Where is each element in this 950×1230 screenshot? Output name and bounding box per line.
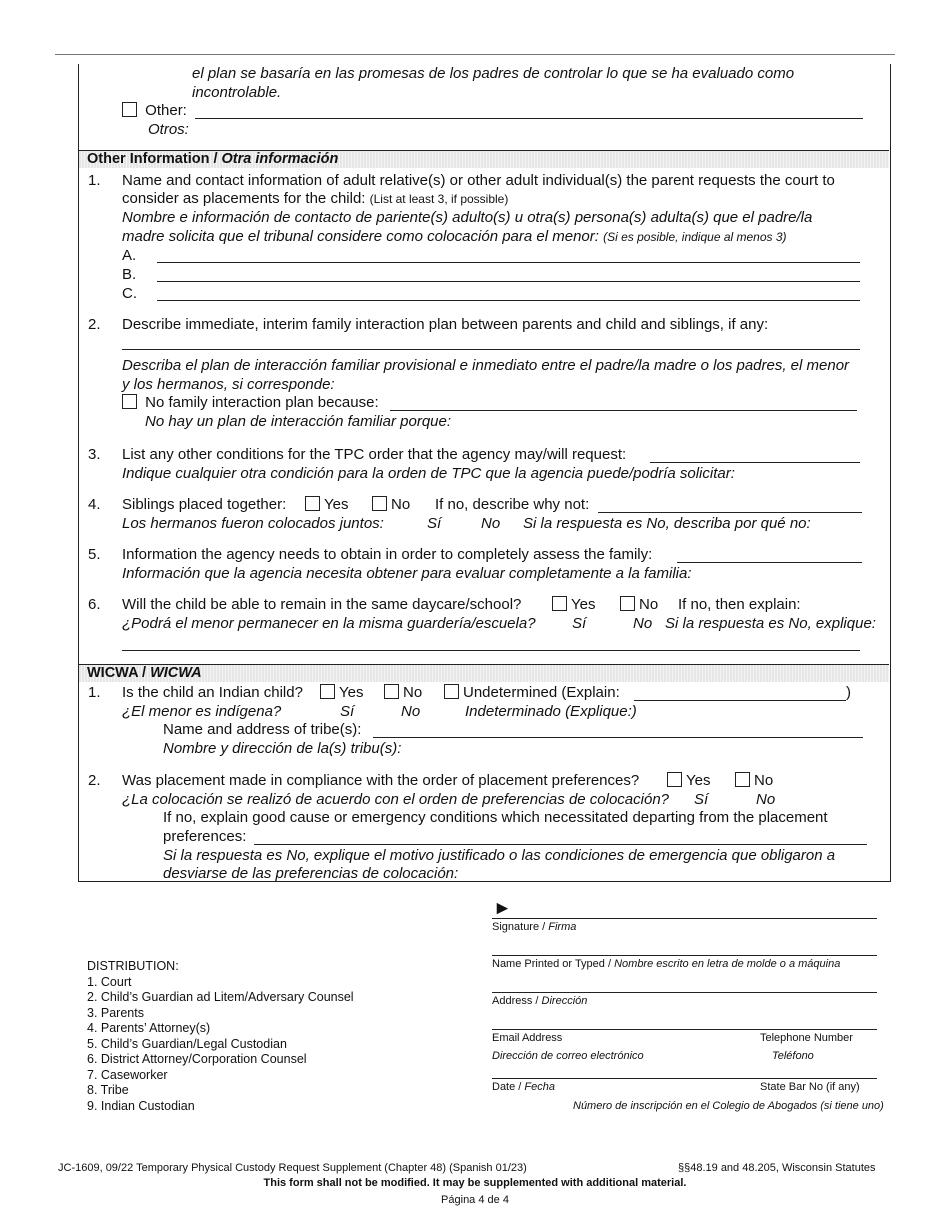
- q6-number: 6.: [88, 596, 101, 613]
- wicwa-header-en: WICWA /: [87, 665, 151, 681]
- wicwa-q2-no-label: No: [754, 772, 774, 789]
- distribution-item: 5. Child’s Guardian/Legal Custodian: [87, 1036, 287, 1051]
- distribution-list: [87, 959, 354, 1114]
- q6-no-option: [620, 596, 658, 613]
- q2-en: Describe immediate, interim family interaction plan between parents and child and siblings, if any:: [122, 316, 769, 333]
- q2-no-plan-checkbox[interactable]: [122, 394, 137, 409]
- distribution-item: 7. Caseworker: [87, 1067, 168, 1082]
- wicwa-q1-yes-option: [320, 684, 363, 701]
- signature-label: [492, 921, 576, 933]
- q1-a-label: A.: [122, 247, 137, 264]
- q1-en-line2-text: consider as placements for the child:: [122, 190, 370, 207]
- q6-if-no: If no, then explain:: [678, 596, 801, 613]
- q6-input-line[interactable]: [122, 650, 860, 651]
- q1-b-label: B.: [122, 266, 137, 283]
- q2-es-line2: y los hermanos, si corresponde:: [122, 376, 335, 393]
- wicwa-q1-close-paren: ): [846, 684, 851, 701]
- name-printed-label-en: Name Printed or Typed /: [492, 958, 615, 970]
- q5-es: Información que la agencia necesita obtener para evaluar completamente a la familia:: [122, 565, 692, 582]
- distribution-item: 6. District Attorney/Corporation Counsel: [87, 1052, 307, 1066]
- signature-label-en: Signature /: [492, 921, 549, 933]
- q1-number: 1.: [88, 172, 101, 189]
- q2-no-plan-option: [122, 394, 379, 411]
- q4-no-option: [372, 496, 410, 513]
- other-label-es: Otros:: [148, 121, 189, 138]
- other-input-line[interactable]: [195, 118, 863, 119]
- distribution-item: 2. Child’s Guardian ad Litem/Adversary Counsel: [87, 990, 354, 1004]
- section-header-other-info: [79, 150, 889, 168]
- date-label: [492, 1081, 555, 1093]
- q6-es: ¿Podrá el menor permanecer en la misma guardería/escuela?: [122, 615, 536, 632]
- address-label: [492, 995, 587, 1007]
- q6-no-label: No: [639, 596, 659, 613]
- plan-text-line1: el plan se basaría en las promesas de los padres de controlar lo que se ha evaluado como: [192, 65, 795, 82]
- date-label-en: Date /: [492, 1081, 525, 1093]
- footer-page-number: Página 4 de 4: [441, 1194, 509, 1206]
- distribution-item: 1. Court: [87, 974, 132, 989]
- q1-es-line2: [122, 228, 787, 245]
- footer-form-id: JC-1609, 09/22 Temporary Physical Custody Request Supplement (Chapter 48) (Spanish 01/23): [58, 1162, 527, 1174]
- q6-yes-checkbox[interactable]: [552, 596, 567, 611]
- q1-b-input-line[interactable]: [157, 281, 860, 282]
- wicwa-q1-no-option: [384, 684, 422, 701]
- q2-no-plan-input-line[interactable]: [390, 410, 857, 411]
- wicwa-q2-yes-label: Yes: [686, 772, 711, 789]
- distribution-item: 4. Parents’ Attorney(s): [87, 1021, 211, 1035]
- wicwa-q1-yes-checkbox[interactable]: [320, 684, 335, 699]
- q3-input-line[interactable]: [650, 462, 860, 463]
- q4-no-label: No: [391, 496, 411, 513]
- wicwa-q2-en: Was placement made in compliance with the order of placement preferences?: [122, 772, 640, 789]
- q2-number: 2.: [88, 316, 101, 333]
- distribution-item: 3. Parents: [87, 1005, 144, 1020]
- wicwa-q2-no-es: No: [756, 791, 776, 808]
- q5-en: Information the agency needs to obtain in order to completely assess the family:: [122, 546, 653, 563]
- q6-yes-option: [552, 596, 595, 613]
- q3-number: 3.: [88, 446, 101, 463]
- q1-c-input-line[interactable]: [157, 300, 860, 301]
- wicwa-q1-undetermined-option: [444, 684, 620, 701]
- q4-es: Los hermanos fueron colocados juntos:: [122, 515, 384, 532]
- name-printed-label: [492, 958, 840, 970]
- wicwa-q2-good-cause-es-line1: Si la respuesta es No, explique el motivo justificado o las condiciones de emergencia que obligaron a: [163, 847, 836, 864]
- q6-si-es: Sí: [572, 615, 587, 632]
- wicwa-q1-undetermined-es: Indeterminado (Explique:): [465, 703, 637, 720]
- plan-text-line2: incontrolable.: [192, 84, 282, 101]
- distribution-item: 9. Indian Custodian: [87, 1098, 195, 1113]
- other-info-header-en: Other Information /: [87, 151, 222, 167]
- signature-label-es: Firma: [548, 921, 577, 933]
- q1-es-note: (Si es posible, indique al menos 3): [603, 230, 787, 244]
- state-bar-label-es: Número de inscripción en el Colegio de Abogados (si tiene uno): [573, 1100, 884, 1112]
- q5-number: 5.: [88, 546, 101, 563]
- phone-label-es: Teléfono: [772, 1050, 814, 1062]
- wicwa-q1-number: 1.: [88, 684, 101, 701]
- email-label-es: Dirección de correo electrónico: [492, 1050, 644, 1062]
- wicwa-q1-undetermined-label: Undetermined (Explain:: [463, 684, 620, 701]
- q4-if-no: If no, describe why not:: [435, 496, 590, 513]
- date-label-es: Fecha: [524, 1081, 555, 1093]
- date-bar-line[interactable]: [492, 1078, 877, 1079]
- q3-en: List any other conditions for the TPC order that the agency may/will request:: [122, 446, 627, 463]
- q4-yes-option: [305, 496, 348, 513]
- q2-input-line[interactable]: [122, 349, 860, 350]
- section-header-wicwa: [79, 664, 889, 682]
- phone-label: Telephone Number: [760, 1032, 853, 1044]
- q6-yes-label: Yes: [571, 596, 596, 613]
- other-info-header-es: Otra información: [221, 151, 339, 167]
- q4-yes-label: Yes: [324, 496, 349, 513]
- state-bar-label: State Bar No (if any): [760, 1081, 860, 1093]
- q2-es-line1: Describa el plan de interacción familiar provisional e inmediato entre el padre/la madre o los padres, el menor: [122, 357, 850, 374]
- name-printed-line[interactable]: [492, 955, 877, 956]
- wicwa-q2-good-cause-line1: If no, explain good cause or emergency conditions which necessitated departing from the placement: [163, 809, 828, 826]
- address-label-en: Address /: [492, 995, 542, 1007]
- q4-en: Siblings placed together:: [122, 496, 287, 513]
- q6-no-checkbox[interactable]: [620, 596, 635, 611]
- wicwa-q2-good-cause-input-line[interactable]: [254, 844, 867, 845]
- q6-en: Will the child be able to remain in the same daycare/school?: [122, 596, 522, 613]
- footer-statutes: §§48.19 and 48.205, Wisconsin Statutes: [678, 1162, 876, 1174]
- q2-no-plan-label: No family interaction plan because:: [145, 394, 379, 411]
- q6-no-es: No: [633, 615, 653, 632]
- wicwa-q1-tribe-input-line[interactable]: [373, 737, 863, 738]
- q1-en-line1: Name and contact information of adult relative(s) or other adult individual(s) the parent requests the court to: [122, 172, 835, 189]
- wicwa-q2-no-checkbox[interactable]: [735, 772, 750, 787]
- wicwa-q1-no-checkbox[interactable]: [384, 684, 399, 699]
- q1-c-label: C.: [122, 285, 137, 302]
- wicwa-q1-tribe-label: Name and address of tribe(s):: [163, 721, 362, 738]
- wicwa-q1-explain-line[interactable]: [634, 700, 846, 701]
- other-label: Other:: [145, 102, 187, 119]
- wicwa-q1-undetermined-checkbox[interactable]: [444, 684, 459, 699]
- email-phone-line[interactable]: [492, 1029, 877, 1030]
- address-label-es: Dirección: [541, 995, 588, 1007]
- signature-arrow-icon: ►: [493, 898, 512, 919]
- wicwa-q2-good-cause-es-line2: desviarse de las preferencias de colocación:: [163, 865, 459, 882]
- wicwa-q2-es: ¿La colocación se realizó de acuerdo con el orden de preferencias de colocación?: [122, 791, 670, 808]
- email-label: Email Address: [492, 1032, 563, 1044]
- q4-no-es: No: [481, 515, 501, 532]
- wicwa-q1-no-es: No: [401, 703, 421, 720]
- page-top-rule: [55, 54, 895, 55]
- q6-if-no-es: Si la respuesta es No, explique:: [665, 615, 876, 632]
- wicwa-q2-yes-checkbox[interactable]: [667, 772, 682, 787]
- q4-si-es: Sí: [427, 515, 442, 532]
- address-line[interactable]: [492, 992, 877, 993]
- wicwa-q1-yes-label: Yes: [339, 684, 364, 701]
- q4-no-checkbox[interactable]: [372, 496, 387, 511]
- wicwa-q2-no-option: [735, 772, 773, 789]
- distribution-item: 8. Tribe: [87, 1083, 129, 1097]
- wicwa-header-es: WICWA: [150, 665, 202, 681]
- q1-a-input-line[interactable]: [157, 262, 860, 263]
- wicwa-q2-si-es: Sí: [694, 791, 709, 808]
- wicwa-q1-no-label: No: [403, 684, 423, 701]
- wicwa-q1-en: Is the child an Indian child?: [122, 684, 303, 701]
- wicwa-q2-yes-option: [667, 772, 710, 789]
- wicwa-q1-tribe-es: Nombre y dirección de la(s) tribu(s):: [163, 740, 402, 757]
- q1-es-line2-text: madre solicita que el tribunal considere como colocación para el menor:: [122, 228, 604, 245]
- q1-es-line1: Nombre e información de contacto de pariente(s) adulto(s) u otra(s) persona(s) adulta(s) que el padre/la: [122, 209, 813, 226]
- q1-en-line2: [122, 190, 508, 207]
- q5-input-line[interactable]: [677, 562, 862, 563]
- name-printed-label-es: Nombre escrito en letra de molde o a máquina: [614, 958, 841, 970]
- q4-if-no-es: Si la respuesta es No, describa por qué no:: [523, 515, 811, 532]
- footer-notice: This form shall not be modified. It may be supplemented with additional material.: [263, 1177, 687, 1189]
- q1-en-note: (List at least 3, if possible): [369, 192, 509, 206]
- q4-input-line[interactable]: [598, 512, 862, 513]
- wicwa-q2-good-cause-line2: preferences:: [163, 828, 247, 845]
- signature-line[interactable]: [492, 918, 877, 919]
- wicwa-q2-number: 2.: [88, 772, 101, 789]
- wicwa-q1-si-es: Sí: [340, 703, 355, 720]
- q2-no-plan-es: No hay un plan de interacción familiar porque:: [145, 413, 452, 430]
- q4-number: 4.: [88, 496, 101, 513]
- other-option: [122, 102, 187, 119]
- distribution-title: DISTRIBUTION:: [87, 959, 179, 973]
- other-checkbox[interactable]: [122, 102, 137, 117]
- q3-es: Indique cualquier otra condición para la orden de TPC que la agencia puede/podría solicitar:: [122, 465, 735, 482]
- q4-yes-checkbox[interactable]: [305, 496, 320, 511]
- wicwa-q1-es: ¿El menor es indígena?: [122, 703, 282, 720]
